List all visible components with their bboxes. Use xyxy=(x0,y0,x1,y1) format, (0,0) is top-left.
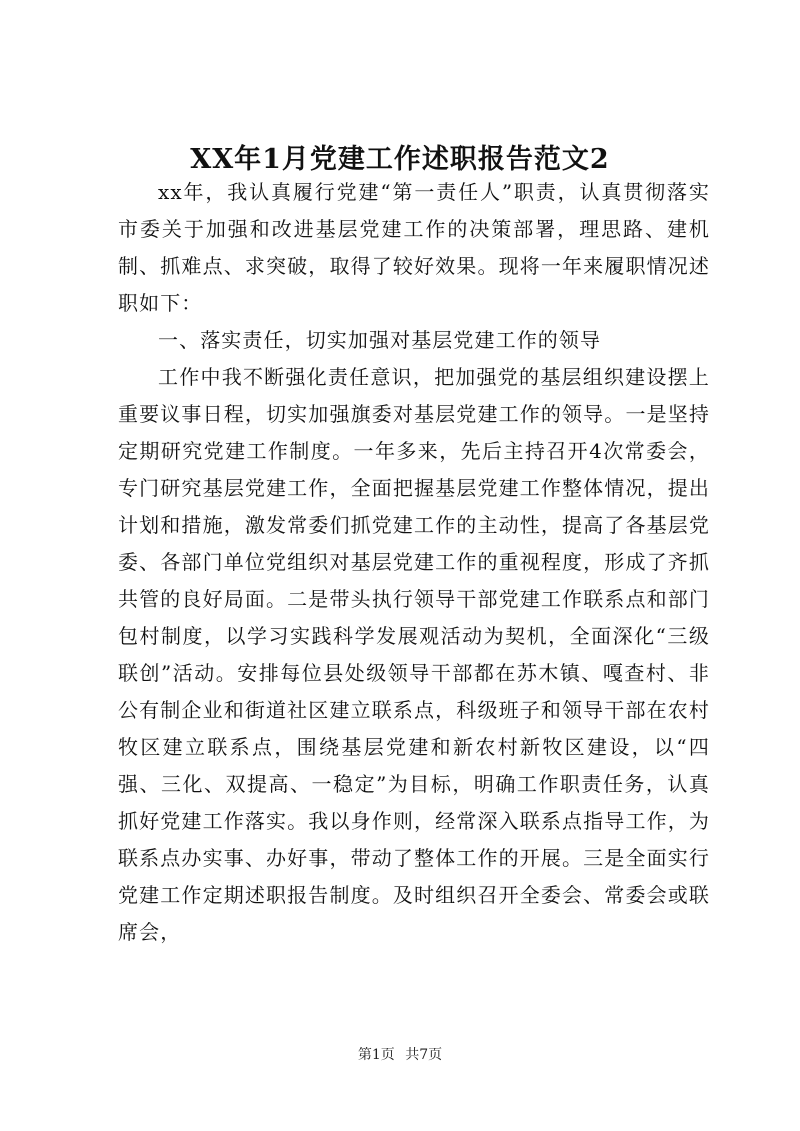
page-number: 第1页 xyxy=(357,1047,395,1063)
section-heading-1: 一、落实责任，切实加强对基层党建工作的领导 xyxy=(158,328,602,352)
document-body xyxy=(118,174,710,951)
page-total: 共7页 xyxy=(405,1047,443,1063)
paragraph-intro: xx年，我认真履行党建“第一责任人”职责，认真贯彻落实市委关于加强和改进基层党建工作的决策部署，理思路、建机制、抓难点、求突破，取得了较好效果。现将一年来履职情况述职如下： xyxy=(118,180,710,315)
document-title: XX年1月党建工作述职报告范文2 xyxy=(190,144,610,175)
page-footer xyxy=(0,1045,800,1065)
paragraph-section-1: 工作中我不断强化责任意识，把加强党的基层组织建设摆上重要议事日程，切实加强旗委对基层党建工作的领导。一是坚持定期研究党建工作制度。一年多来，先后主持召开4次常委会，专门研究基层党建工作，全面把握基层党建工作整体情况，提出计划和措施，激发常委们抓党建工作的主动性，提高了各基层党委、各部门单位党组织对基层党建工作的重视程度，形成了齐抓共管的良好局面。二是带头执行领导干部党建工作联系点和部门包村制度，以学习实践科学发展观活动为契机，全面深化“三级联创”活动。安排每位县处级领导干部都在苏木镇、嘎查村、非公有制企业和街道社区建立联系点，科级班子和领导干部在农村牧区建立联系点，围绕基层党建和新农村新牧区建设，以“四强、三化、双提高、一稳定”为目标，明确工作职责任务，认真抓好党建工作落实。我以身作则，经常深入联系点指导工作，为联系点办实事、办好事，带动了整体工作的开展。三是全面实行党建工作定期述职报告制度。及时组织召开全委会、常委会或联席会， xyxy=(118,365,710,944)
